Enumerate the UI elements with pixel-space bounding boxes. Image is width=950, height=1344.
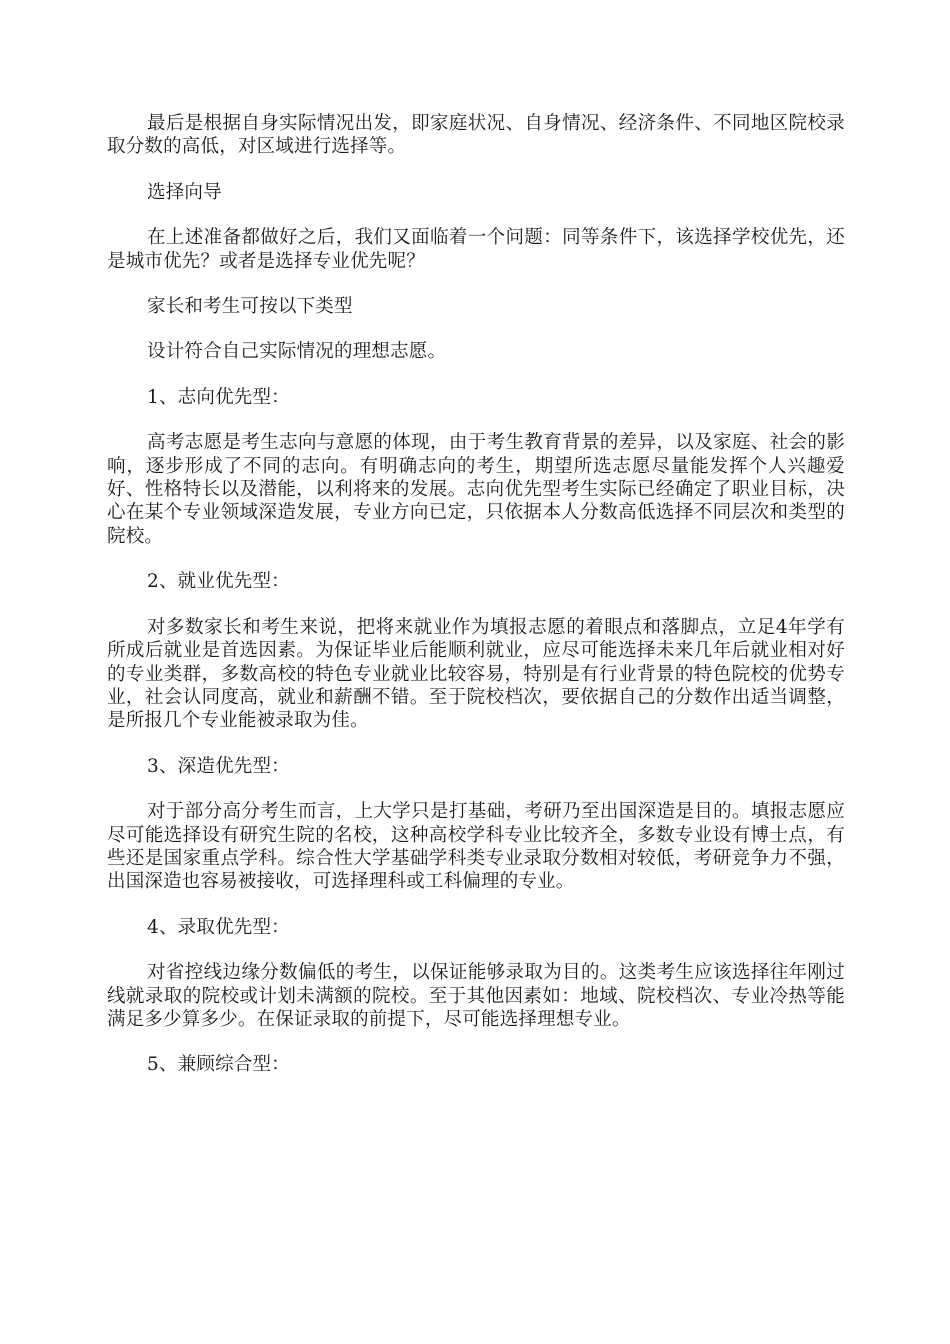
paragraph-priority-question: 在上述准备都做好之后，我们又面临着一个问题：同等条件下，该选择学校优先，还是城市优先？或者是选择专业优先呢？	[107, 227, 845, 272]
heading-admission-priority: 4、录取优先型：	[147, 916, 290, 938]
document-body	[107, 112, 845, 1099]
paragraph-region-choice: 最后是根据自身实际情况出发，即家庭状况、自身情况、经济条件、不同地区院校录取分数的高低，对区域进行选择等。	[107, 113, 845, 158]
heading-study-priority: 3、深造优先型：	[147, 755, 290, 777]
paragraph-aspiration-priority: 高考志愿是考生志向与意愿的体现，由于考生教育背景的差异，以及家庭、社会的影响，逐步形成了不同的志向。有明确志向的考生，期望所选志愿尽量能发挥个人兴趣爱好、性格特长以及潜能，以利将来的发展。志向优先型考生实际已经确定了职业目标，决心在某个专业领域深造发展，专业方向已定，只依据本人分数高低选择不同层次和类型的院校。	[107, 432, 845, 547]
paragraph-admission-priority: 对省控线边缘分数偏低的考生，以保证能够录取为目的。这类考生应该选择往年刚过线就录取的院校或计划未满额的院校。至于其他因素如：地域、院校档次、专业冷热等能满足多少算多少。在保证录取的前提下，尽可能选择理想专业。	[107, 962, 845, 1030]
paragraph-employment-priority: 对多数家长和考生来说，把将来就业作为填报志愿的着眼点和落脚点，立足4年学有所成后就业是首选因素。为保证毕业后能顺利就业，应尽可能选择未来几年后就业相对好的专业类群，多数高校的特色专业就业比较容易，特别是有行业背景的特色院校的优势专业，社会认同度高，就业和薪酬不错。至于院校档次，要依据自己的分数作出适当调整，是所报几个专业能被录取为佳。	[107, 616, 845, 732]
paragraph-study-priority: 对于部分高分考生而言，上大学只是打基础，考研乃至出国深造是目的。填报志愿应尽可能选择设有研究生院的名校，这种高校学科专业比较齐全，多数专业设有博士点，有些还是国家重点学科。综合性大学基础学科类专业录取分数相对较低，考研竞争力不强，出国深造也容易被接收，可选择理科或工科偏理的专业。	[107, 801, 845, 893]
heading-aspiration-priority: 1、志向优先型：	[147, 386, 290, 408]
heading-employment-priority: 2、就业优先型：	[147, 571, 290, 593]
paragraph-design-ideal: 设计符合自己实际情况的理想志愿。	[147, 341, 447, 363]
heading-selection-guide: 选择向导	[147, 181, 222, 203]
heading-comprehensive: 5、兼顾综合型：	[147, 1054, 290, 1076]
heading-parent-types: 家长和考生可按以下类型	[147, 296, 353, 318]
